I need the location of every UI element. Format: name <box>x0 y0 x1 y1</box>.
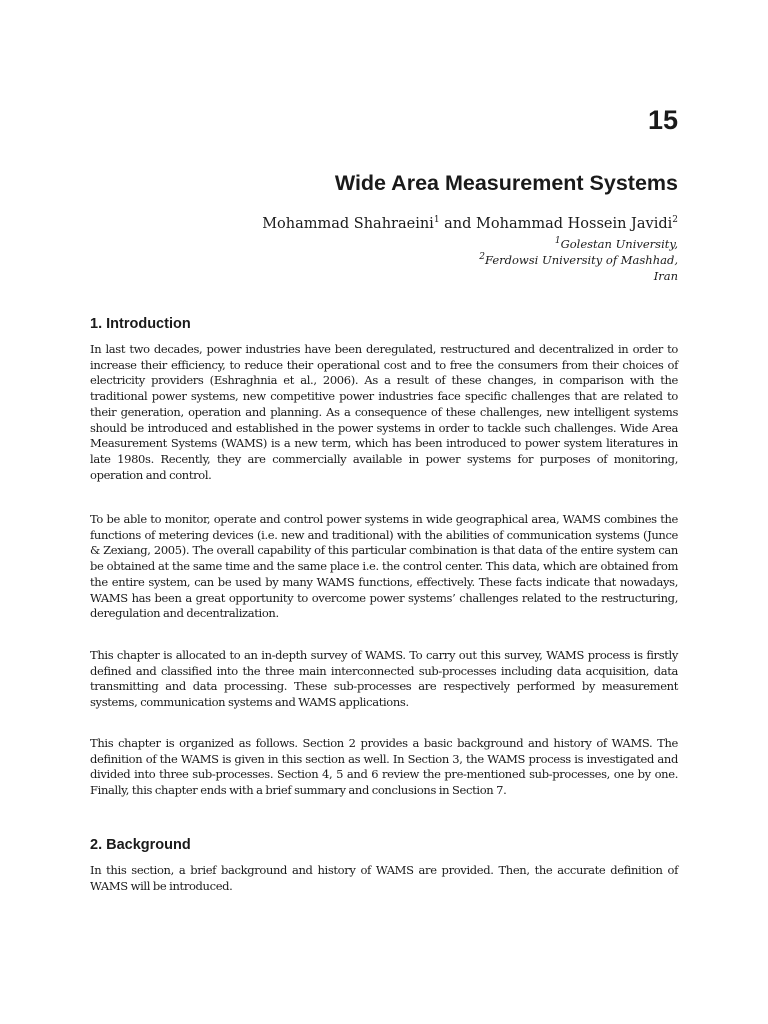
body-paragraph: In this section, a brief background and history of WAMS are provided. Then, the accurate definition of WAMS will be introduced. <box>90 863 678 893</box>
author-conjunction: and <box>439 216 477 232</box>
affiliation <box>479 252 678 268</box>
chapter-title: Wide Area Measurement Systems <box>334 171 678 195</box>
author-affiliation-mark: 1 <box>433 215 440 226</box>
section-heading-background: 2. Background <box>90 837 191 853</box>
affiliation-text: Golestan University, <box>560 237 678 251</box>
affiliation-text: Ferdowsi University of Mashhad, <box>484 253 678 267</box>
author-line <box>262 213 678 235</box>
body-paragraph: This chapter is organized as follows. Section 2 provides a basic background and history of WAMS. The definition of the WAMS is given in this section as well. In Section 3, the WAMS process is investigated and divided into three sub-processes. Section 4, 5 and 6 review the pre-mentioned sub-processes, one by one. Finally, this chapter ends with a brief summary and conclusions in Section 7. <box>90 736 678 798</box>
chapter-number: 15 <box>647 105 678 135</box>
affiliation-mark: 2 <box>479 252 485 263</box>
body-paragraph: In last two decades, power industries have been deregulated, restructured and decentralized in order to increase their efficiency, to reduce their operational cost and to free the consumers from their choices of electricity providers (Eshraghnia et al., 2006). As a result of these changes, in comparison with the traditional power systems, new competitive power industries face specific challenges that are related to their generation, operation and planning. As a consequence of these challenges, new intelligent systems should be introduced and established in the power systems in order to tackle such challenges. Wide Area Measurement Systems (WAMS) is a new term, which has been introduced to power system literatures in late 1980s. Recently, they are commercially available in power systems for purposes of monitoring, operation and control. <box>90 342 678 482</box>
document-page <box>90 0 678 1024</box>
author-name: Mohammad Hossein Javidi <box>476 216 673 232</box>
affiliation-list <box>479 236 678 284</box>
author-name: Mohammad Shahraeini <box>262 216 434 232</box>
section-heading-introduction: 1. Introduction <box>90 316 191 332</box>
affiliation-text: Iran <box>653 269 678 283</box>
body-paragraph: This chapter is allocated to an in-depth survey of WAMS. To carry out this survey, WAMS process is firstly defined and classified into the three main interconnected sub-processes including data acquisition, data transmitting and data processing. These sub-processes are respectively performed by measurement systems, communication systems and WAMS applications. <box>90 648 678 710</box>
affiliation <box>479 236 678 252</box>
affiliation <box>479 268 678 284</box>
affiliation-mark: 1 <box>554 236 561 247</box>
author-affiliation-mark: 2 <box>672 215 678 226</box>
body-paragraph: To be able to monitor, operate and control power systems in wide geographical area, WAMS combines the functions of metering devices (i.e. new and traditional) with the abilities of communication systems (Junce & Zexiang, 2005). The overall capability of this particular combination is that data of the entire system can be obtained at the same time and the same place i.e. the control center. This data, which are obtained from the entire system, can be used by many WAMS functions, effectively. These facts indicate that nowadays, WAMS has been a great opportunity to overcome power systems’ challenges related to the restructuring, deregulation and decentralization. <box>90 512 678 621</box>
